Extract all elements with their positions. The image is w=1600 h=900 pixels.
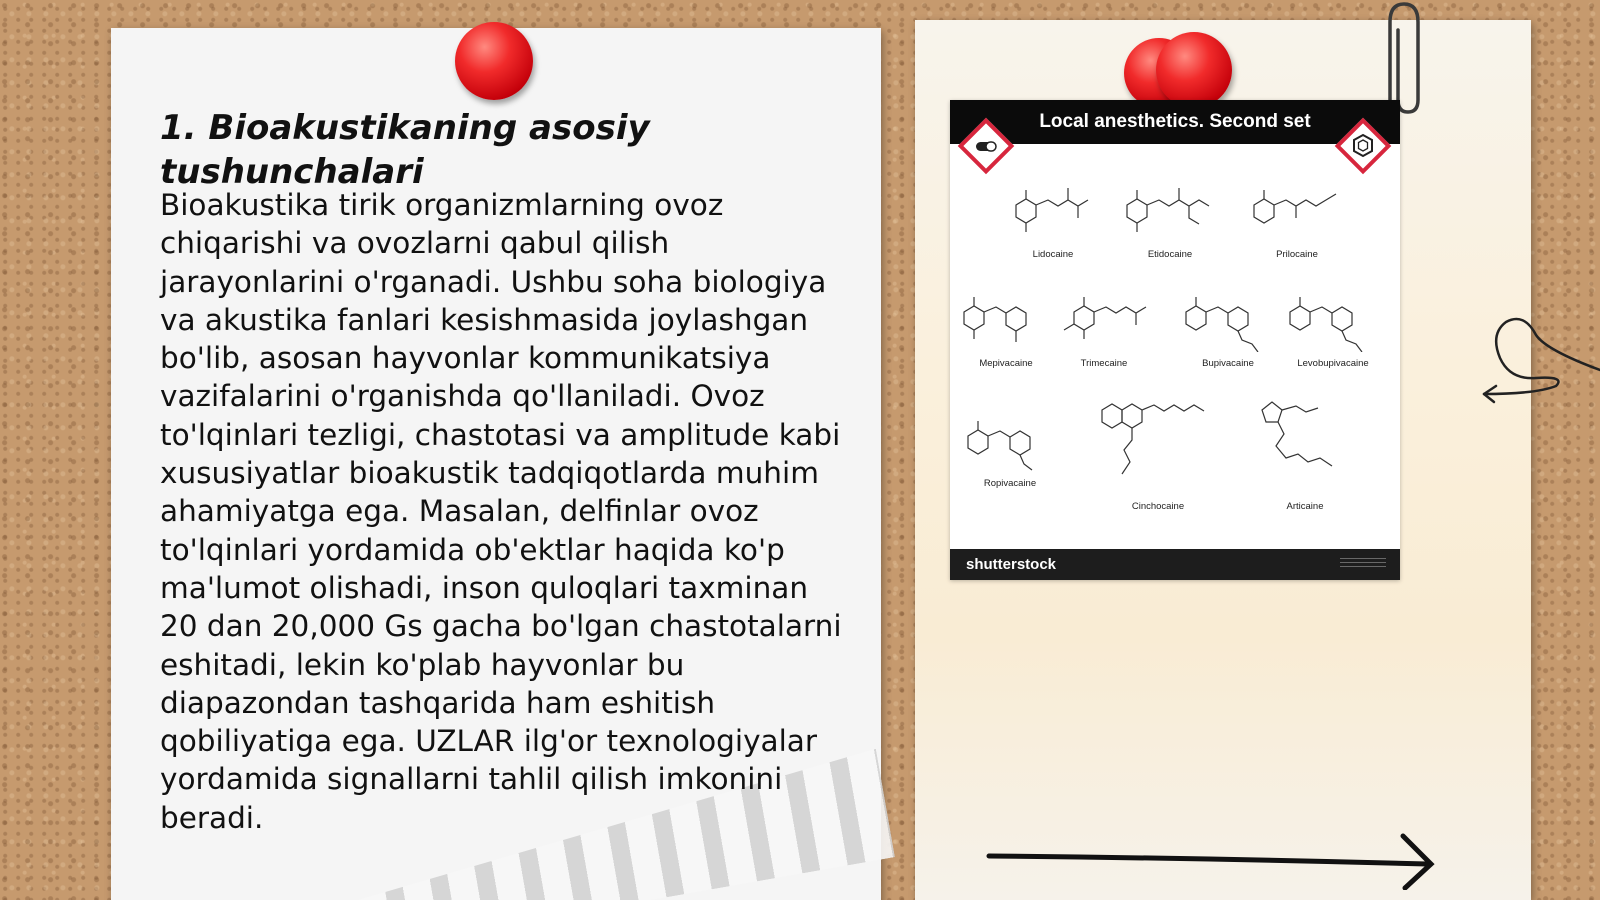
pushpin-icon	[1156, 32, 1232, 108]
shutterstock-logo: shutterstock	[966, 556, 1057, 573]
molecule-structure	[960, 396, 1070, 476]
molecule-name: Trimecaine	[1080, 358, 1128, 369]
molecule-structure	[1280, 272, 1390, 352]
poster-footer	[950, 549, 1400, 580]
molecule-name: Bupivacaine	[1202, 358, 1254, 369]
molecule-name: Levobupivacaine	[1297, 358, 1369, 369]
molecule-structure	[1176, 272, 1286, 352]
loop-arrow-icon	[1476, 300, 1600, 420]
poster-title: Local anesthetics. Second set	[950, 100, 1400, 144]
molecule-structure	[1115, 160, 1225, 240]
slide-body-text: Bioakustika tirik organizmlarning ovoz chiqarishi va ovozlarni qabul qilish jarayonlarini o'rganadi. Ushbu soha biologiya va akustika fanlari kesishmasida joylashgan bo'lib, asosan hayvonlar kommunikatsiya vazifalarini o'rganishda qo'llaniladi. Ovoz to'lqinlari tezligi, chastotasi va amplitude kabi xususiyatlar bioakustik tadqiqotlarda muhim ahamiyatga ega. Masalan, delfinlar ovoz to'lqinlari yordamida ob'ektlar haqida ko'p ma'lumot olishadi, inson quloqlari taxminan 20 dan 20,000 Gs gacha bo'lgan chastotalarni eshitadi, lekin ko'plab hayvonlar bu diapazondan tashqarida ham eshitish qobiliyatiga ega. UZLAR ilg'or texnologiyalar yordamida signallarni tahlil qilish imkonini beradi.	[160, 188, 842, 835]
anesthetics-poster-image	[950, 100, 1400, 580]
molecule-name: Lidocaine	[1032, 249, 1074, 260]
footer-fineprint	[1340, 558, 1386, 570]
molecule-structure	[1054, 272, 1164, 352]
molecule-structure	[1090, 390, 1220, 500]
molecule-structure	[1242, 390, 1362, 500]
molecule-name: Etidocaine	[1147, 249, 1193, 260]
arrow-right-icon	[985, 830, 1455, 890]
molecule-structure	[1242, 160, 1352, 240]
molecule-name: Mepivacaine	[979, 358, 1033, 369]
pushpin-icon	[455, 22, 533, 100]
molecule-name: Articaine	[1286, 501, 1324, 512]
molecule-name: Cinchocaine	[1131, 501, 1185, 512]
slide-title: 1. Bioakustikaning asosiy tushunchalari	[160, 108, 650, 192]
molecule-name: Ropivacaine	[983, 478, 1037, 489]
molecule-structure	[956, 272, 1056, 352]
molecule-name: Prilocaine	[1276, 249, 1318, 260]
molecule-structure	[998, 160, 1108, 240]
